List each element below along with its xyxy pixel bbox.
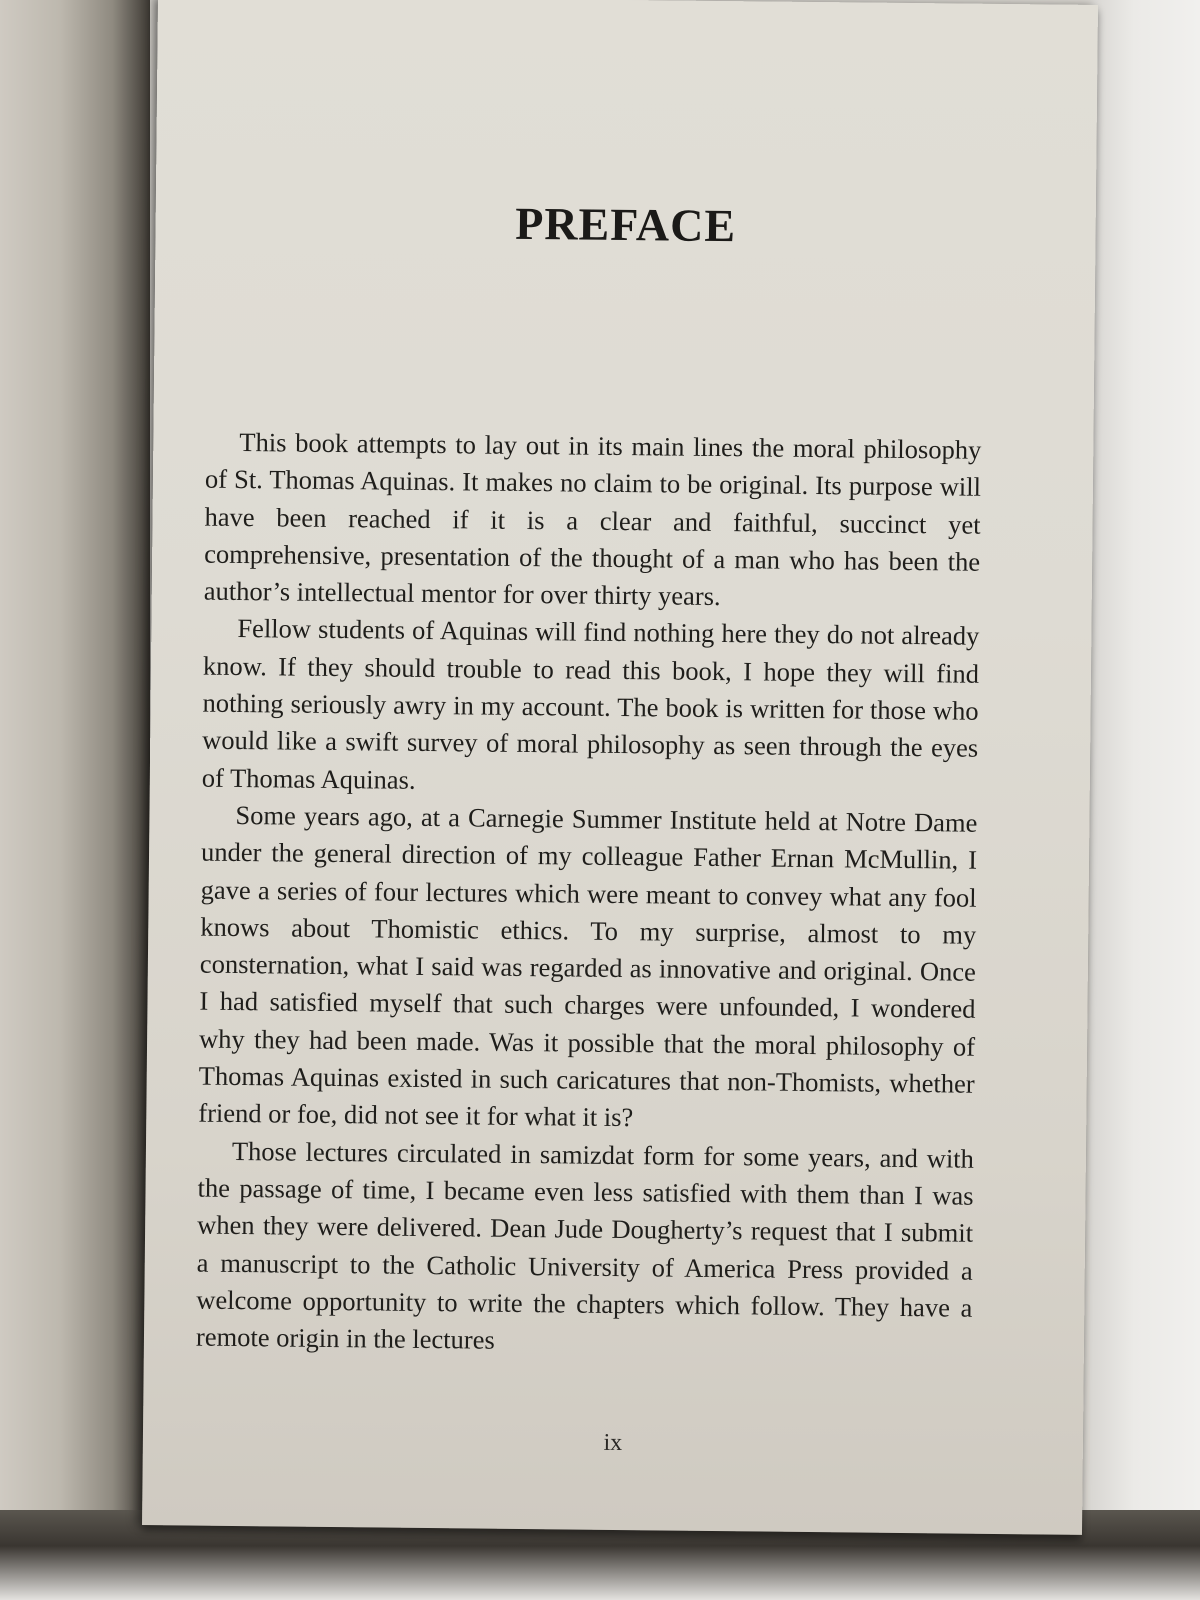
book-page [142, 0, 1098, 1535]
paragraph-4: Those lectures circulated in samizdat form for some years, and with the passage of time, I became even less satisfied with them than I was when they were delivered. Dean Jude Dougherty’s request that I submit a manuscript to the Catholic University of America Press provided a welcome opportunity to write the chapters which follow. They have a remote origin in the lectures [195, 1135, 975, 1355]
page-number: ix [603, 1429, 623, 1457]
page-title: PREFACE [514, 197, 737, 252]
paragraph-2: Fellow students of Aquinas will find nothing here they do not already know. If they should trouble to read this book, I hope they will find nothing seriously awry in my account. The book is written for those who would like a swift survey of moral philosophy as seen through the eyes of Thomas Aquinas. [201, 613, 980, 795]
paragraph-3: Some years ago, at a Carnegie Summer Institute held at Notre Dame under the general direction of my colleague Father Ernan McMullin, I gave a series of four lectures which were meant to convey what any fool knows about Thomistic ethics. To my surprise, almost to my consternation, what I said was regarded as innovative and original. Once I had satisfied myself that such charges were unfounded, I wondered why they had been made. Was it possible that the moral philosophy of Thomas Aquinas existed in such caricatures that non-Thomists, whether friend or foe, did not see it for what it is? [198, 799, 978, 1133]
backdrop-right [1090, 0, 1200, 1600]
paragraph-1: This book attempts to lay out in its main lines the moral philosophy of St. Thomas Aquinas. It makes no claim to be original. Its purpose will have been reached if it is a clear and faithful, succinct yet comprehensive, presentation of the thought of a man who has been the author’s intellectual mentor for over thirty years. [203, 426, 982, 612]
preface-body [196, 424, 982, 1364]
backdrop-left [0, 0, 150, 1600]
